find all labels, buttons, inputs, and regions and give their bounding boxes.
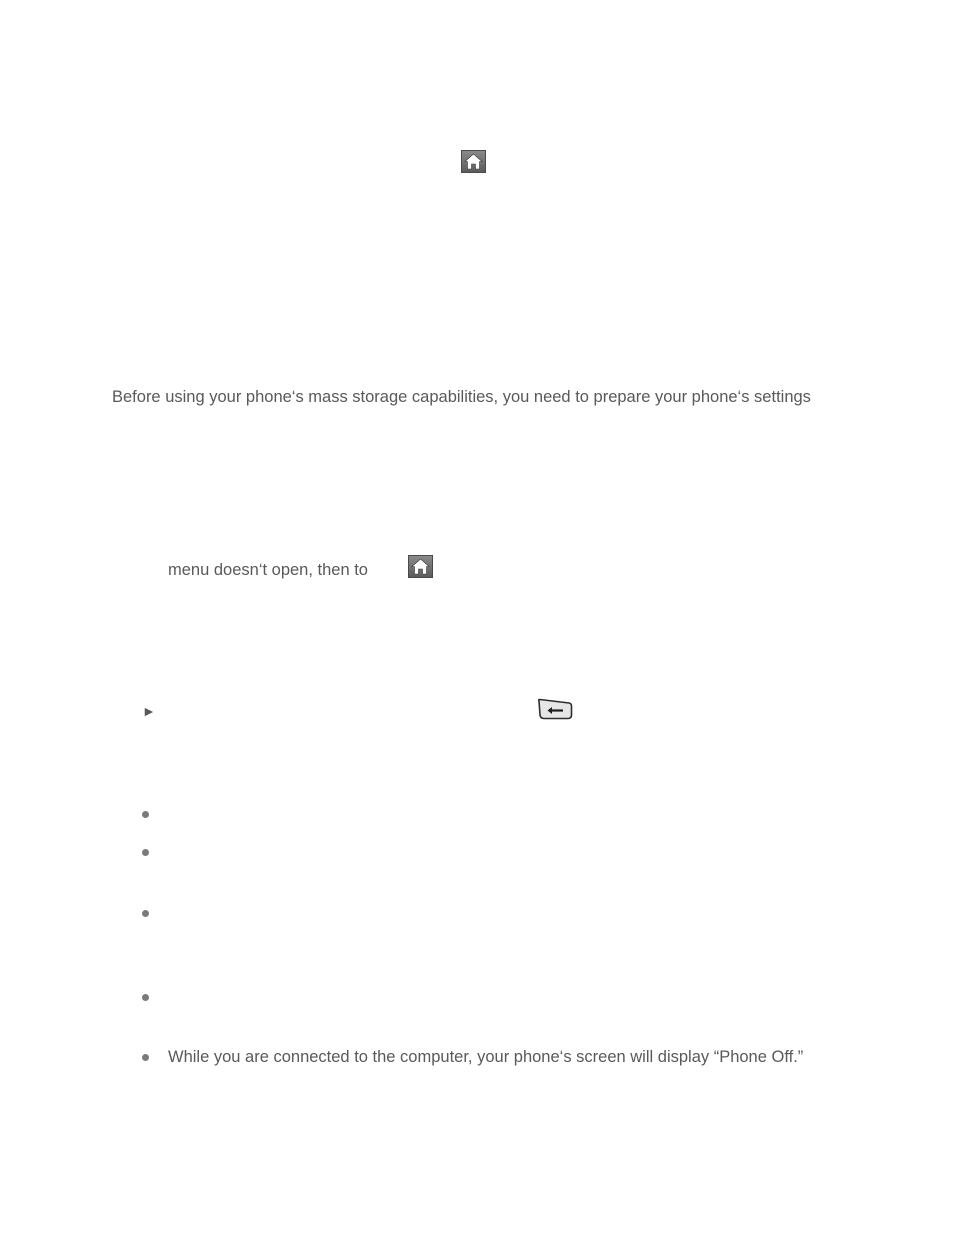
phone-off-bullet-text: While you are connected to the computer, your phone‘s screen will display “Phone Off.” [168, 1048, 804, 1066]
bullet-icon [142, 1054, 149, 1061]
menu-step-text: menu doesn‘t open, then to [168, 561, 368, 579]
arrow-right-icon: ► [142, 703, 156, 719]
bullet-icon [142, 994, 149, 1001]
bullet-icon [142, 849, 149, 856]
home-icon [461, 150, 486, 173]
mass-storage-intro-text: Before using your phone‘s mass storage capabilities, you need to prepare your phone‘s settings [112, 388, 811, 406]
home-icon [408, 555, 433, 578]
bullet-icon [142, 910, 149, 917]
back-key-icon [536, 698, 573, 720]
bullet-icon [142, 811, 149, 818]
